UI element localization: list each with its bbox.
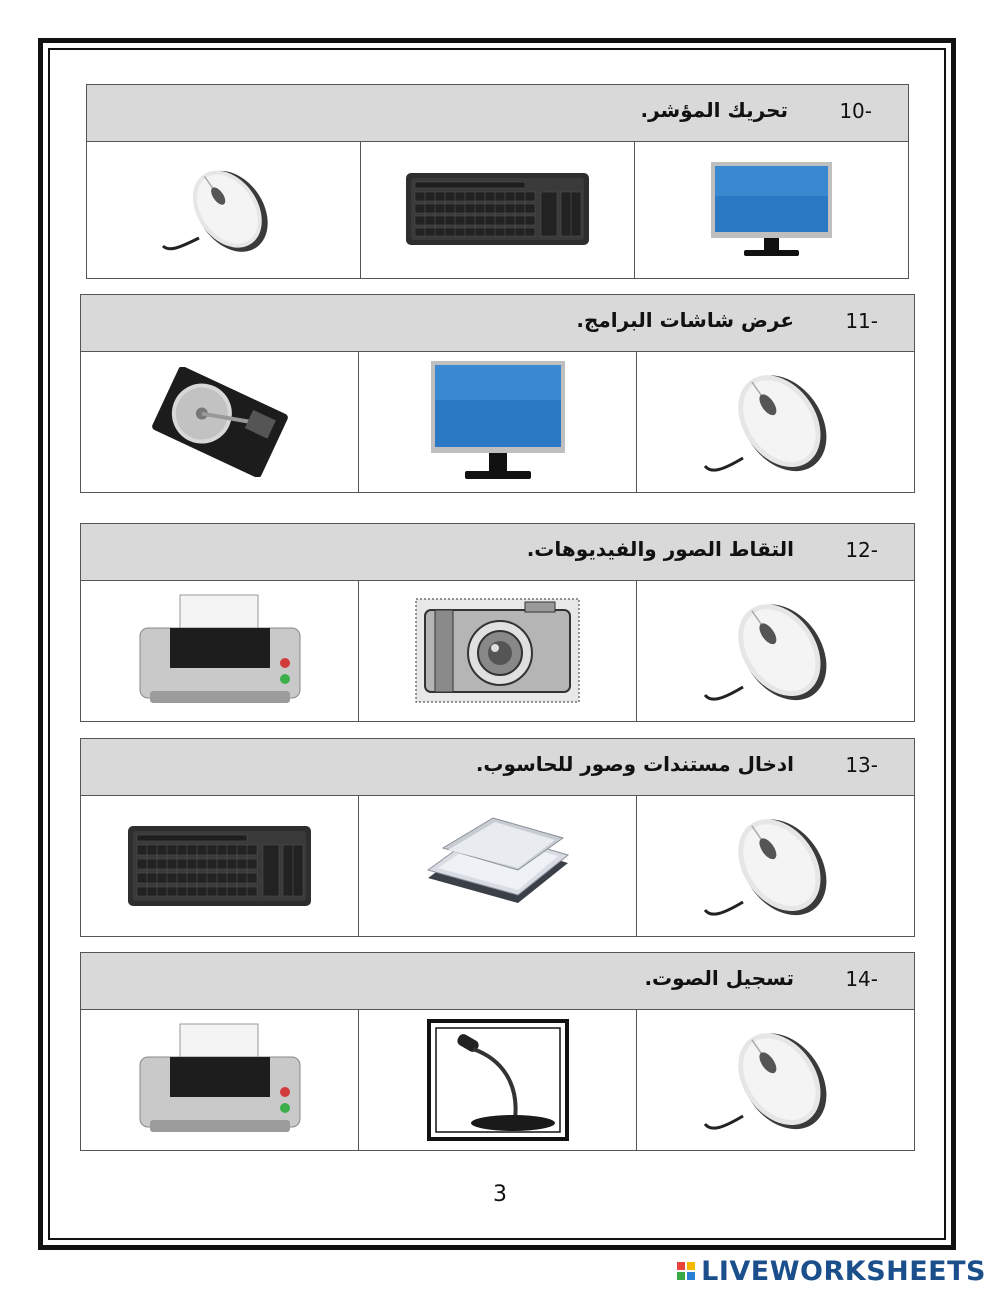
liveworksheets-logo-icon xyxy=(677,1262,695,1280)
printer-icon xyxy=(135,1022,305,1137)
printer-icon xyxy=(135,593,305,708)
camera-icon xyxy=(415,598,580,703)
question-number: 14- xyxy=(845,967,878,991)
option-keyboard[interactable] xyxy=(81,795,359,936)
option-mouse[interactable] xyxy=(637,1009,914,1150)
option-mouse[interactable] xyxy=(87,141,361,278)
option-printer[interactable] xyxy=(81,1009,359,1150)
option-mouse[interactable] xyxy=(637,580,914,721)
question-header xyxy=(81,739,914,796)
mouse-icon xyxy=(701,362,851,482)
option-scanner[interactable] xyxy=(359,795,637,936)
question-header xyxy=(81,524,914,581)
question-13 xyxy=(80,738,915,937)
mouse-icon xyxy=(701,1020,851,1140)
question-header xyxy=(81,295,914,352)
option-monitor[interactable] xyxy=(635,141,908,278)
mouse-icon xyxy=(701,591,851,711)
option-mouse[interactable] xyxy=(637,351,914,492)
question-text: تسجيل الصوت. xyxy=(644,966,794,990)
mouse-icon xyxy=(701,806,851,926)
mouse-icon xyxy=(159,160,289,260)
question-text: عرض شاشات البرامج. xyxy=(576,308,794,332)
question-text: ادخال مستندات وصور للحاسوب. xyxy=(475,752,794,776)
question-number: 11- xyxy=(845,309,878,333)
question-10 xyxy=(86,84,909,279)
question-12 xyxy=(80,523,915,722)
option-monitor[interactable] xyxy=(359,351,637,492)
option-keyboard[interactable] xyxy=(361,141,635,278)
scanner-icon xyxy=(423,808,573,923)
monitor-icon xyxy=(429,359,567,484)
question-11 xyxy=(80,294,915,493)
question-header xyxy=(81,953,914,1010)
liveworksheets-logo xyxy=(677,1253,986,1289)
keyboard-icon xyxy=(405,172,590,247)
question-number: 13- xyxy=(845,753,878,777)
brand-name: LIVEWORKSHEETS xyxy=(701,1255,986,1287)
question-14 xyxy=(80,952,915,1151)
question-header xyxy=(87,85,908,142)
option-mouse[interactable] xyxy=(637,795,914,936)
microphone-icon xyxy=(427,1019,569,1141)
keyboard-icon xyxy=(127,825,312,907)
page-number: 3 xyxy=(493,1182,507,1207)
question-text: التقاط الصور والفيديوهات. xyxy=(526,537,794,561)
hard-disk-icon xyxy=(145,367,295,477)
option-printer[interactable] xyxy=(81,580,359,721)
option-camera[interactable] xyxy=(359,580,637,721)
question-text: تحريك المؤشر. xyxy=(640,98,788,122)
monitor-icon xyxy=(709,160,834,260)
question-number: 10- xyxy=(839,99,872,123)
option-hard-disk[interactable] xyxy=(81,351,359,492)
question-number: 12- xyxy=(845,538,878,562)
option-microphone[interactable] xyxy=(359,1009,637,1150)
